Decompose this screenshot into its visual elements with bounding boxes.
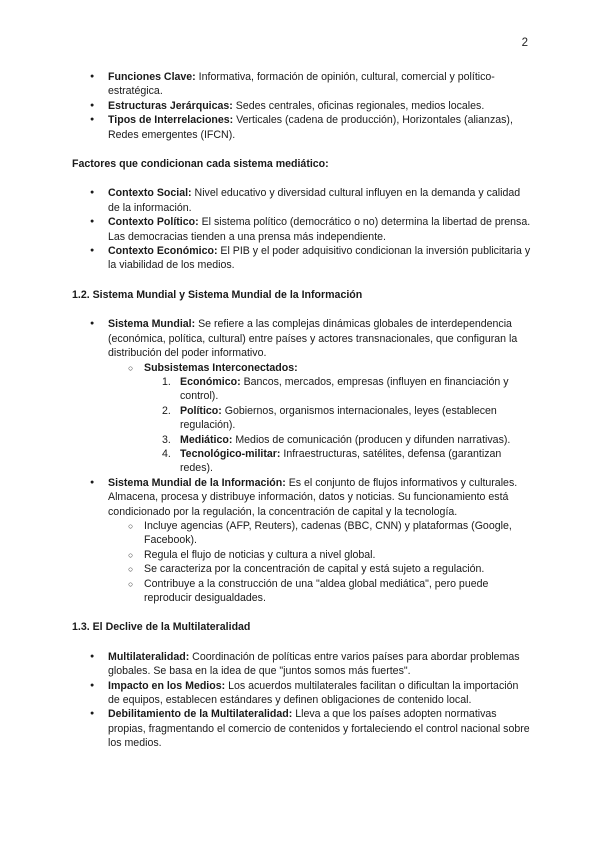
list-item <box>108 317 532 475</box>
list-item: ○ Contribuye a la construcción de una "aldea global mediática", pero puede reproducir desigualdades. <box>144 577 532 606</box>
description: Infraestructuras, satélites, defensa (garantizan redes). <box>180 447 502 475</box>
item-number: 1. <box>162 375 171 388</box>
list-item <box>108 186 532 215</box>
list-item <box>162 375 532 404</box>
list-item <box>108 707 532 750</box>
term: Debilitamiento de la Multilateralidad: <box>108 708 293 721</box>
section-1-3-list <box>72 650 532 751</box>
term: Mediático: <box>180 433 233 446</box>
list-item <box>108 244 532 273</box>
term: Impacto en los Medios: <box>108 679 226 692</box>
description: Verticales (cadena de producción), Horizontales (alianzas), Redes emergentes (IFCN). <box>108 114 513 141</box>
description: Es el conjunto de flujos informativos y culturales. Almacena, procesa y distribuye información, datos y noticias. Su funcionamiento está condicionado por la regulación, la concentración de capital y la tecnología. <box>108 476 518 518</box>
description: Informativa, formación de opinión, cultural, comercial y político-estratégica. <box>108 71 495 98</box>
description: Sedes centrales, oficinas regionales, medios locales. <box>232 99 485 112</box>
term: Contexto Social: <box>108 187 192 200</box>
item-number: 2. <box>162 404 171 417</box>
description: Coordinación de políticas entre varios países para abordar problemas globales. Se basa en la idea de que "juntos somos más fuertes". <box>108 650 520 678</box>
list-item <box>108 99 532 113</box>
item-number: 4. <box>162 447 171 460</box>
list-item: ○ Se caracteriza por la concentración de capital y está sujeto a regulación. <box>144 562 532 576</box>
intro-list <box>72 70 532 142</box>
section-1-3-heading: 1.3. El Declive de la Multilateralidad <box>72 621 251 634</box>
page-number: 2 <box>521 37 528 49</box>
term: Contexto Económico: <box>108 245 218 258</box>
term: Económico: <box>180 375 241 388</box>
info-system-sublist <box>108 519 532 605</box>
list-item <box>162 447 532 476</box>
list-item <box>144 361 532 476</box>
list-item <box>162 433 532 447</box>
factores-heading: Factores que condicionan cada sistema mediático: <box>72 158 329 171</box>
list-item: ○ Incluye agencias (AFP, Reuters), cadenas (BBC, CNN) y plataformas (Google, Facebook). <box>144 519 532 548</box>
description: Se refiere a las complejas dinámicas globales de interdependencia (económica, política, cultural) entre países y actores transnacionales, que configuran la distribución del poder informativo. <box>108 318 518 360</box>
factores-list <box>72 186 532 272</box>
term: Tecnológico-militar: <box>180 447 281 460</box>
description: Medios de comunicación (producen y difunden narrativas). <box>232 433 511 446</box>
list-item <box>162 404 532 433</box>
subsystems-list <box>108 361 532 476</box>
list-item: ○ Regula el flujo de noticias y cultura a nivel global. <box>144 548 532 562</box>
list-item <box>108 113 532 142</box>
term: Funciones Clave: <box>108 71 196 83</box>
term: Tipos de Interrelaciones: <box>108 114 234 127</box>
list-item <box>108 70 532 99</box>
section-1-2-heading: 1.2. Sistema Mundial y Sistema Mundial de la Información <box>72 288 363 301</box>
list-item <box>108 650 532 679</box>
description: El PIB y el poder adquisitivo condicionan la inversión publicitaria y la viabilidad de los medios. <box>108 245 531 272</box>
document-body <box>72 70 532 751</box>
section-1-2-list <box>72 317 532 605</box>
list-item <box>108 215 532 244</box>
description: Lleva a que los países adopten normativas propias, fragmentando el comercio de contenidos y fortaleciendo el control nacional sobre los medios. <box>108 708 530 750</box>
description: El sistema político (democrático o no) determina la libertad de prensa. Las democracias tienden a una prensa más independiente. <box>108 216 531 243</box>
subsystems-label: Subsistemas Interconectados: <box>144 361 298 374</box>
term: Contexto Político: <box>108 216 199 229</box>
term: Sistema Mundial de la Información: <box>108 476 286 489</box>
subsystems-numbered-list <box>144 375 532 476</box>
description: Gobiernos, organismos internacionales, leyes (establecen regulación). <box>180 404 497 432</box>
item-number: 3. <box>162 433 171 446</box>
term: Político: <box>180 404 222 417</box>
description: Bancos, mercados, empresas (influyen en financiación y control). <box>180 375 509 403</box>
description: Los acuerdos multilaterales facilitan o dificultan la importación de equipos, establecen estándares y definen obligaciones de contenido local. <box>108 679 519 707</box>
term: Estructuras Jerárquicas: <box>108 99 233 112</box>
term: Multilateralidad: <box>108 650 190 663</box>
list-item <box>108 476 532 606</box>
description: Nivel educativo y diversidad cultural influyen en la demanda y calidad de la información. <box>108 187 521 214</box>
list-item <box>108 679 532 708</box>
term: Sistema Mundial: <box>108 318 196 331</box>
